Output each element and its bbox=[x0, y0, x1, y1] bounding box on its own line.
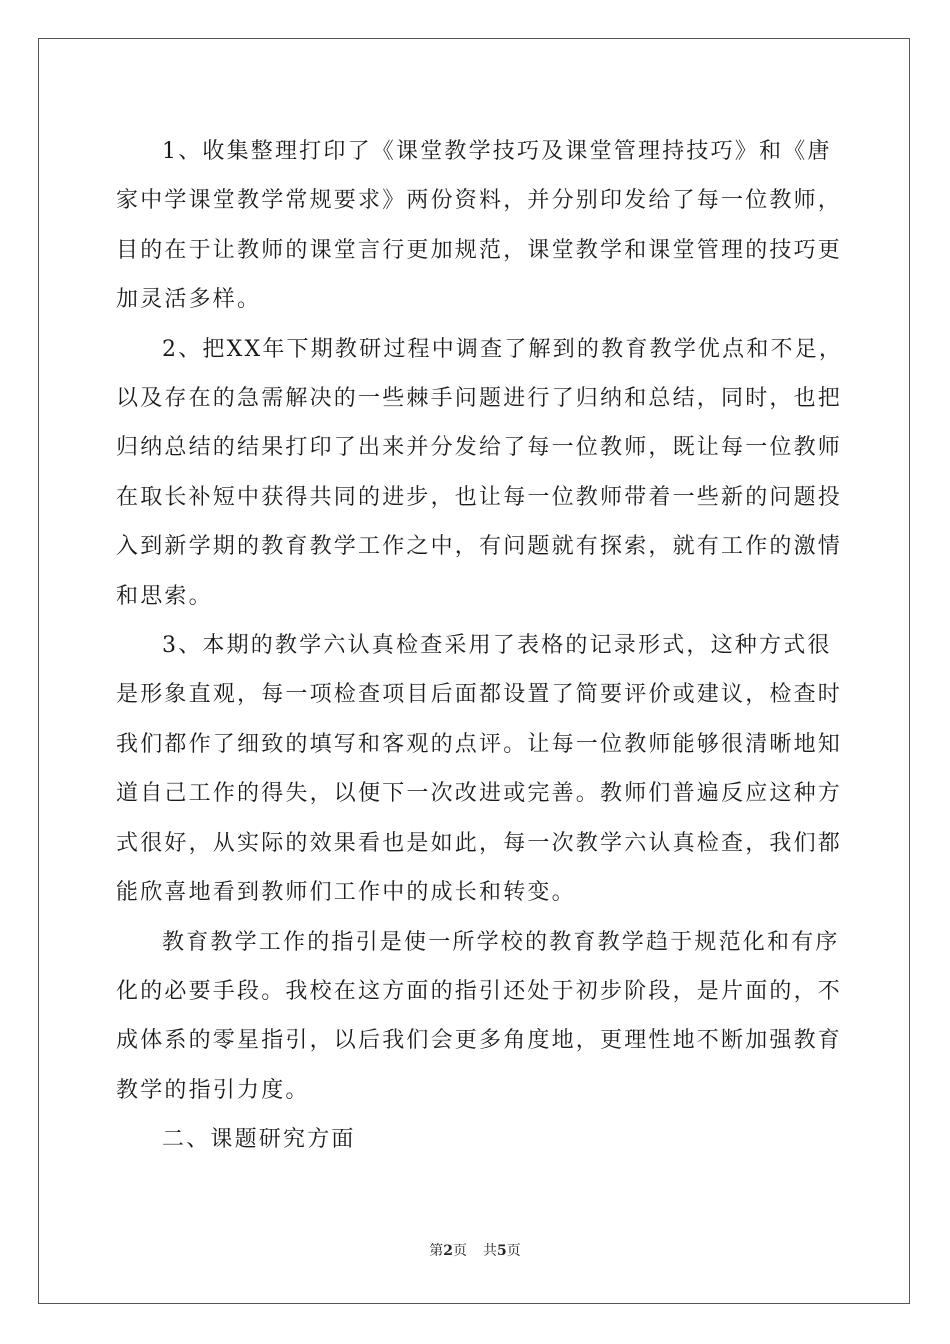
text-line: 教学的指引力度。 bbox=[116, 1077, 310, 1103]
paragraph-2 bbox=[116, 325, 844, 621]
page-footer bbox=[0, 1240, 950, 1260]
total-pages: 5 bbox=[497, 1243, 507, 1259]
text-line: 二、课题研究方面 bbox=[162, 1127, 356, 1153]
text-line: 和思索。 bbox=[116, 583, 213, 609]
text-line: 能欣喜地看到教师们工作中的成长和转变。 bbox=[116, 880, 576, 906]
text-line: 是形象直观，每一项检查项目后面都设置了简要评价或建议，检查时 bbox=[116, 682, 843, 708]
text-line: 3、本期的教学六认真检查采用了表格的记录形式，这种方式很 bbox=[162, 633, 832, 659]
text-line: 在取长补短中获得共同的进步，也让每一位教师带着一些新的问题投 bbox=[116, 484, 843, 510]
text-line: 加灵活多样。 bbox=[116, 287, 262, 313]
document-body bbox=[116, 127, 844, 1165]
total-label-prefix: 共 bbox=[483, 1243, 497, 1259]
text-line: 家中学课堂教学常规要求》两份资料，并分别印发给了每一位教师， bbox=[116, 188, 843, 214]
section-heading bbox=[116, 1115, 834, 1164]
text-line: 归纳总结的结果打印了出来并分发给了每一位教师，既让每一位教师 bbox=[116, 435, 843, 461]
text-line: 我们都作了细致的填写和客观的点评。让每一位教师能够很清晰地知 bbox=[116, 731, 843, 757]
page-label-suffix: 页 bbox=[453, 1243, 467, 1259]
text-line: 入到新学期的教育教学工作之中，有问题就有探索，就有工作的激情 bbox=[116, 534, 843, 560]
text-line: 教育教学工作的指引是使一所学校的教育教学趋于规范化和有序 bbox=[162, 929, 840, 955]
page-number: 2 bbox=[443, 1243, 453, 1259]
text-line: 化的必要手段。我校在这方面的指引还处于初步阶段，是片面的，不 bbox=[116, 978, 843, 1004]
text-line: 1、收集整理打印了《课堂教学技巧及课堂管理持技巧》和《唐 bbox=[162, 139, 832, 164]
total-label-suffix: 页 bbox=[506, 1243, 521, 1259]
text-line: 以及存在的急需解决的一些棘手问题进行了归纳和总结，同时，也把 bbox=[116, 386, 843, 412]
paragraph-1 bbox=[116, 127, 843, 325]
page-label-prefix: 第 bbox=[429, 1243, 444, 1259]
text-line: 目的在于让教师的课堂言行更加规范，课堂教学和课堂管理的技巧更 bbox=[116, 237, 843, 263]
paragraph-4 bbox=[116, 918, 843, 1116]
text-line: 式很好，从实际的效果看也是如此，每一次教学六认真检查，我们都 bbox=[116, 830, 843, 856]
text-line: 成体系的零星指引，以后我们会更多角度地，更理性地不断加强教育 bbox=[116, 1028, 843, 1054]
text-line: 2、把XX年下期教研过程中调查了解到的教育教学优点和不足， bbox=[162, 336, 844, 362]
paragraph-3 bbox=[116, 621, 843, 917]
text-line: 道自己工作的得失，以便下一次改进或完善。教师们普遍反应这种方 bbox=[116, 781, 843, 807]
